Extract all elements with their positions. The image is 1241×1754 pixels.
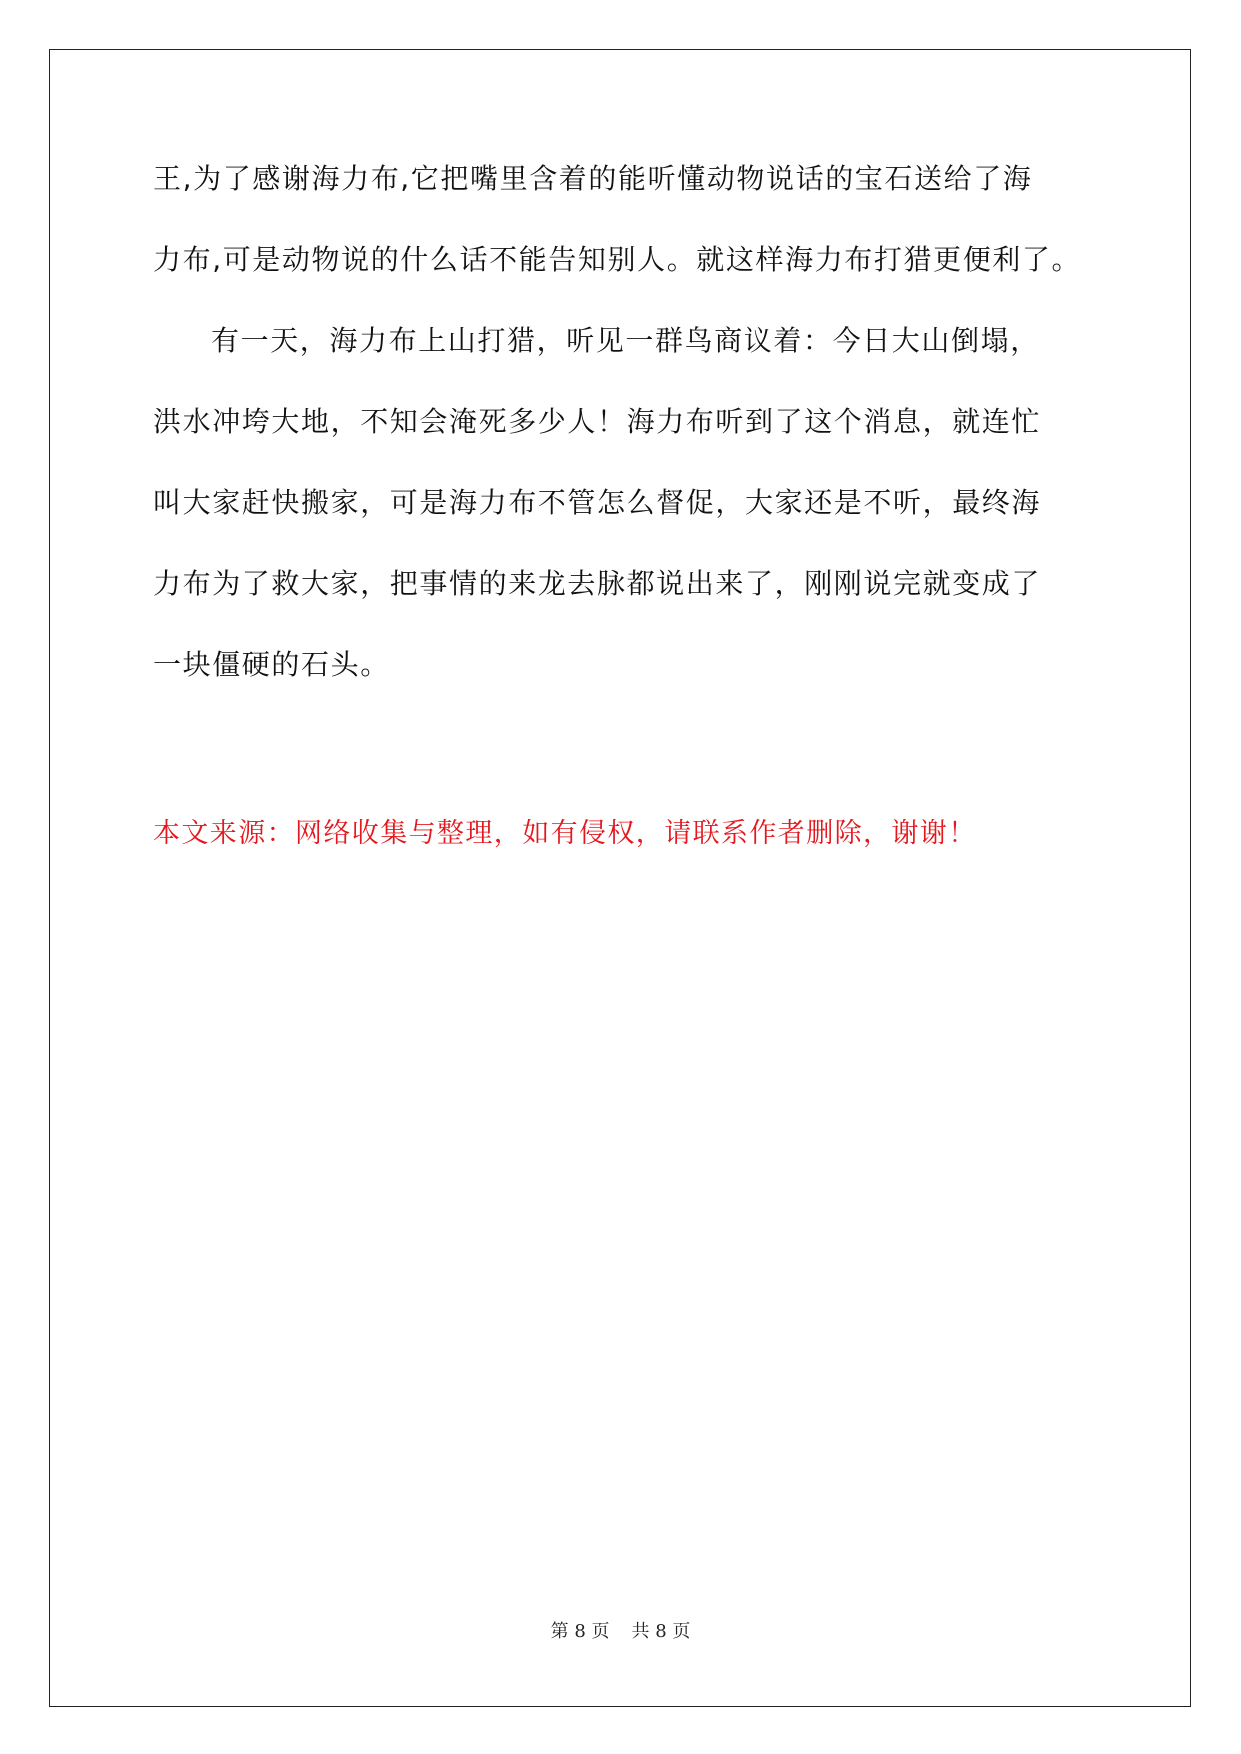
paragraph-line: 有一天，海力布上山打猎，听见一群鸟商议着：今日大山倒塌， [211, 324, 1040, 357]
paragraph-line: 力布为了救大家，把事情的来龙去脉都说出来了，刚刚说完就变成了 [153, 567, 1042, 600]
document-body [153, 162, 1133, 729]
page-footer [0, 1617, 1241, 1643]
paragraph-line: 叫大家赶快搬家，可是海力布不管怎么督促，大家还是不听，最终海 [153, 486, 1042, 519]
page-number: 第 8 页 [550, 1621, 610, 1642]
paragraph-line: 洪水冲垮大地，不知会淹死多少人！海力布听到了这个消息，就连忙 [153, 405, 1042, 438]
source-note: 本文来源：网络收集与整理，如有侵权，请联系作者删除，谢谢！ [153, 818, 977, 849]
paragraph-line: 一块僵硬的石头。 [153, 648, 390, 681]
paragraph-line: 力布,可是动物说的什么话不能告知别人。就这样海力布打猎更便利了。 [153, 243, 1082, 276]
page-total: 共 8 页 [631, 1621, 691, 1642]
paragraph-line: 王,为了感谢海力布,它把嘴里含着的能听懂动物说话的宝石送给了海 [153, 162, 1033, 195]
